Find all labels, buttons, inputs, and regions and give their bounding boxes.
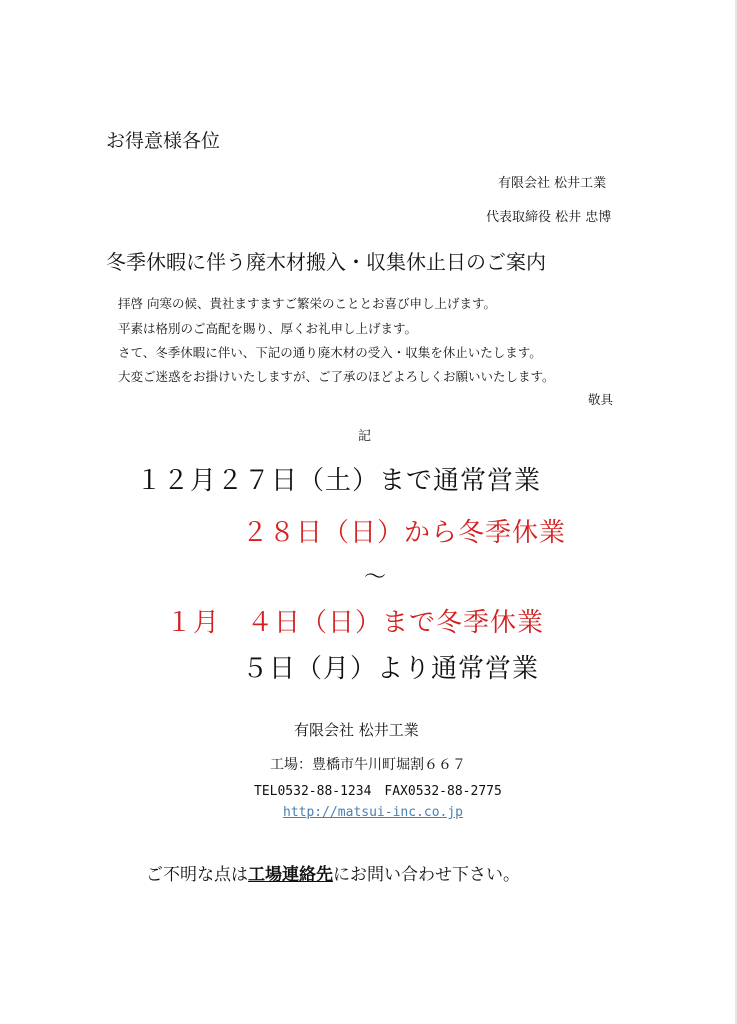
body-line: 平素は格別のご高配を賜り、厚くお礼申し上げます。 <box>118 321 418 336</box>
schedule-tilde: ～ <box>364 565 388 590</box>
sender-company: 有限会社 松井工業 <box>498 176 607 191</box>
body-line: 拝啓 向寒の候、貴社ますますご繁栄のこととお喜び申し上げます。 <box>118 296 496 311</box>
addressee: お得意様各位 <box>106 130 221 152</box>
schedule-holiday-start: ２８日（日）から冬季休業 <box>242 518 567 548</box>
notice-before: ご不明な点は <box>146 865 248 885</box>
contact-notice <box>146 860 520 885</box>
footer-tel-fax: TEL0532-88-1234 FAX0532-88-2775 <box>254 784 502 799</box>
footer-company: 有限会社 松井工業 <box>294 721 419 739</box>
footer-factory-address: 工場：豊橋市牛川町堀割６６７ <box>270 757 466 773</box>
body-line: 大変ご迷惑をお掛けいたしますが、ご了承のほどよろしくお願いいたします。 <box>118 369 555 384</box>
notice-after: にお問い合わせ下さい。 <box>333 865 520 885</box>
closing-keigu: 敬具 <box>588 392 614 407</box>
document-title: 冬季休暇に伴う廃木材搬入・収集休止日のご案内 <box>106 250 546 274</box>
sender-representative: 代表取締役 松井 忠博 <box>486 210 612 225</box>
schedule-holiday-end: １月 ４日（日）まで冬季休業 <box>166 608 545 638</box>
website-link[interactable]: http://matsui-inc.co.jp <box>283 805 464 820</box>
notice-factory-contact: 工場連絡先 <box>248 865 333 885</box>
schedule-normal-until: １２月２７日（土）まで通常営業 <box>136 466 542 496</box>
ki-marker: 記 <box>358 429 372 444</box>
schedule-normal-resume: ５日（月）より通常営業 <box>242 654 540 684</box>
body-line: さて、冬季休暇に伴い、下記の通り廃木材の受入・収集を休止いたします。 <box>118 345 542 360</box>
